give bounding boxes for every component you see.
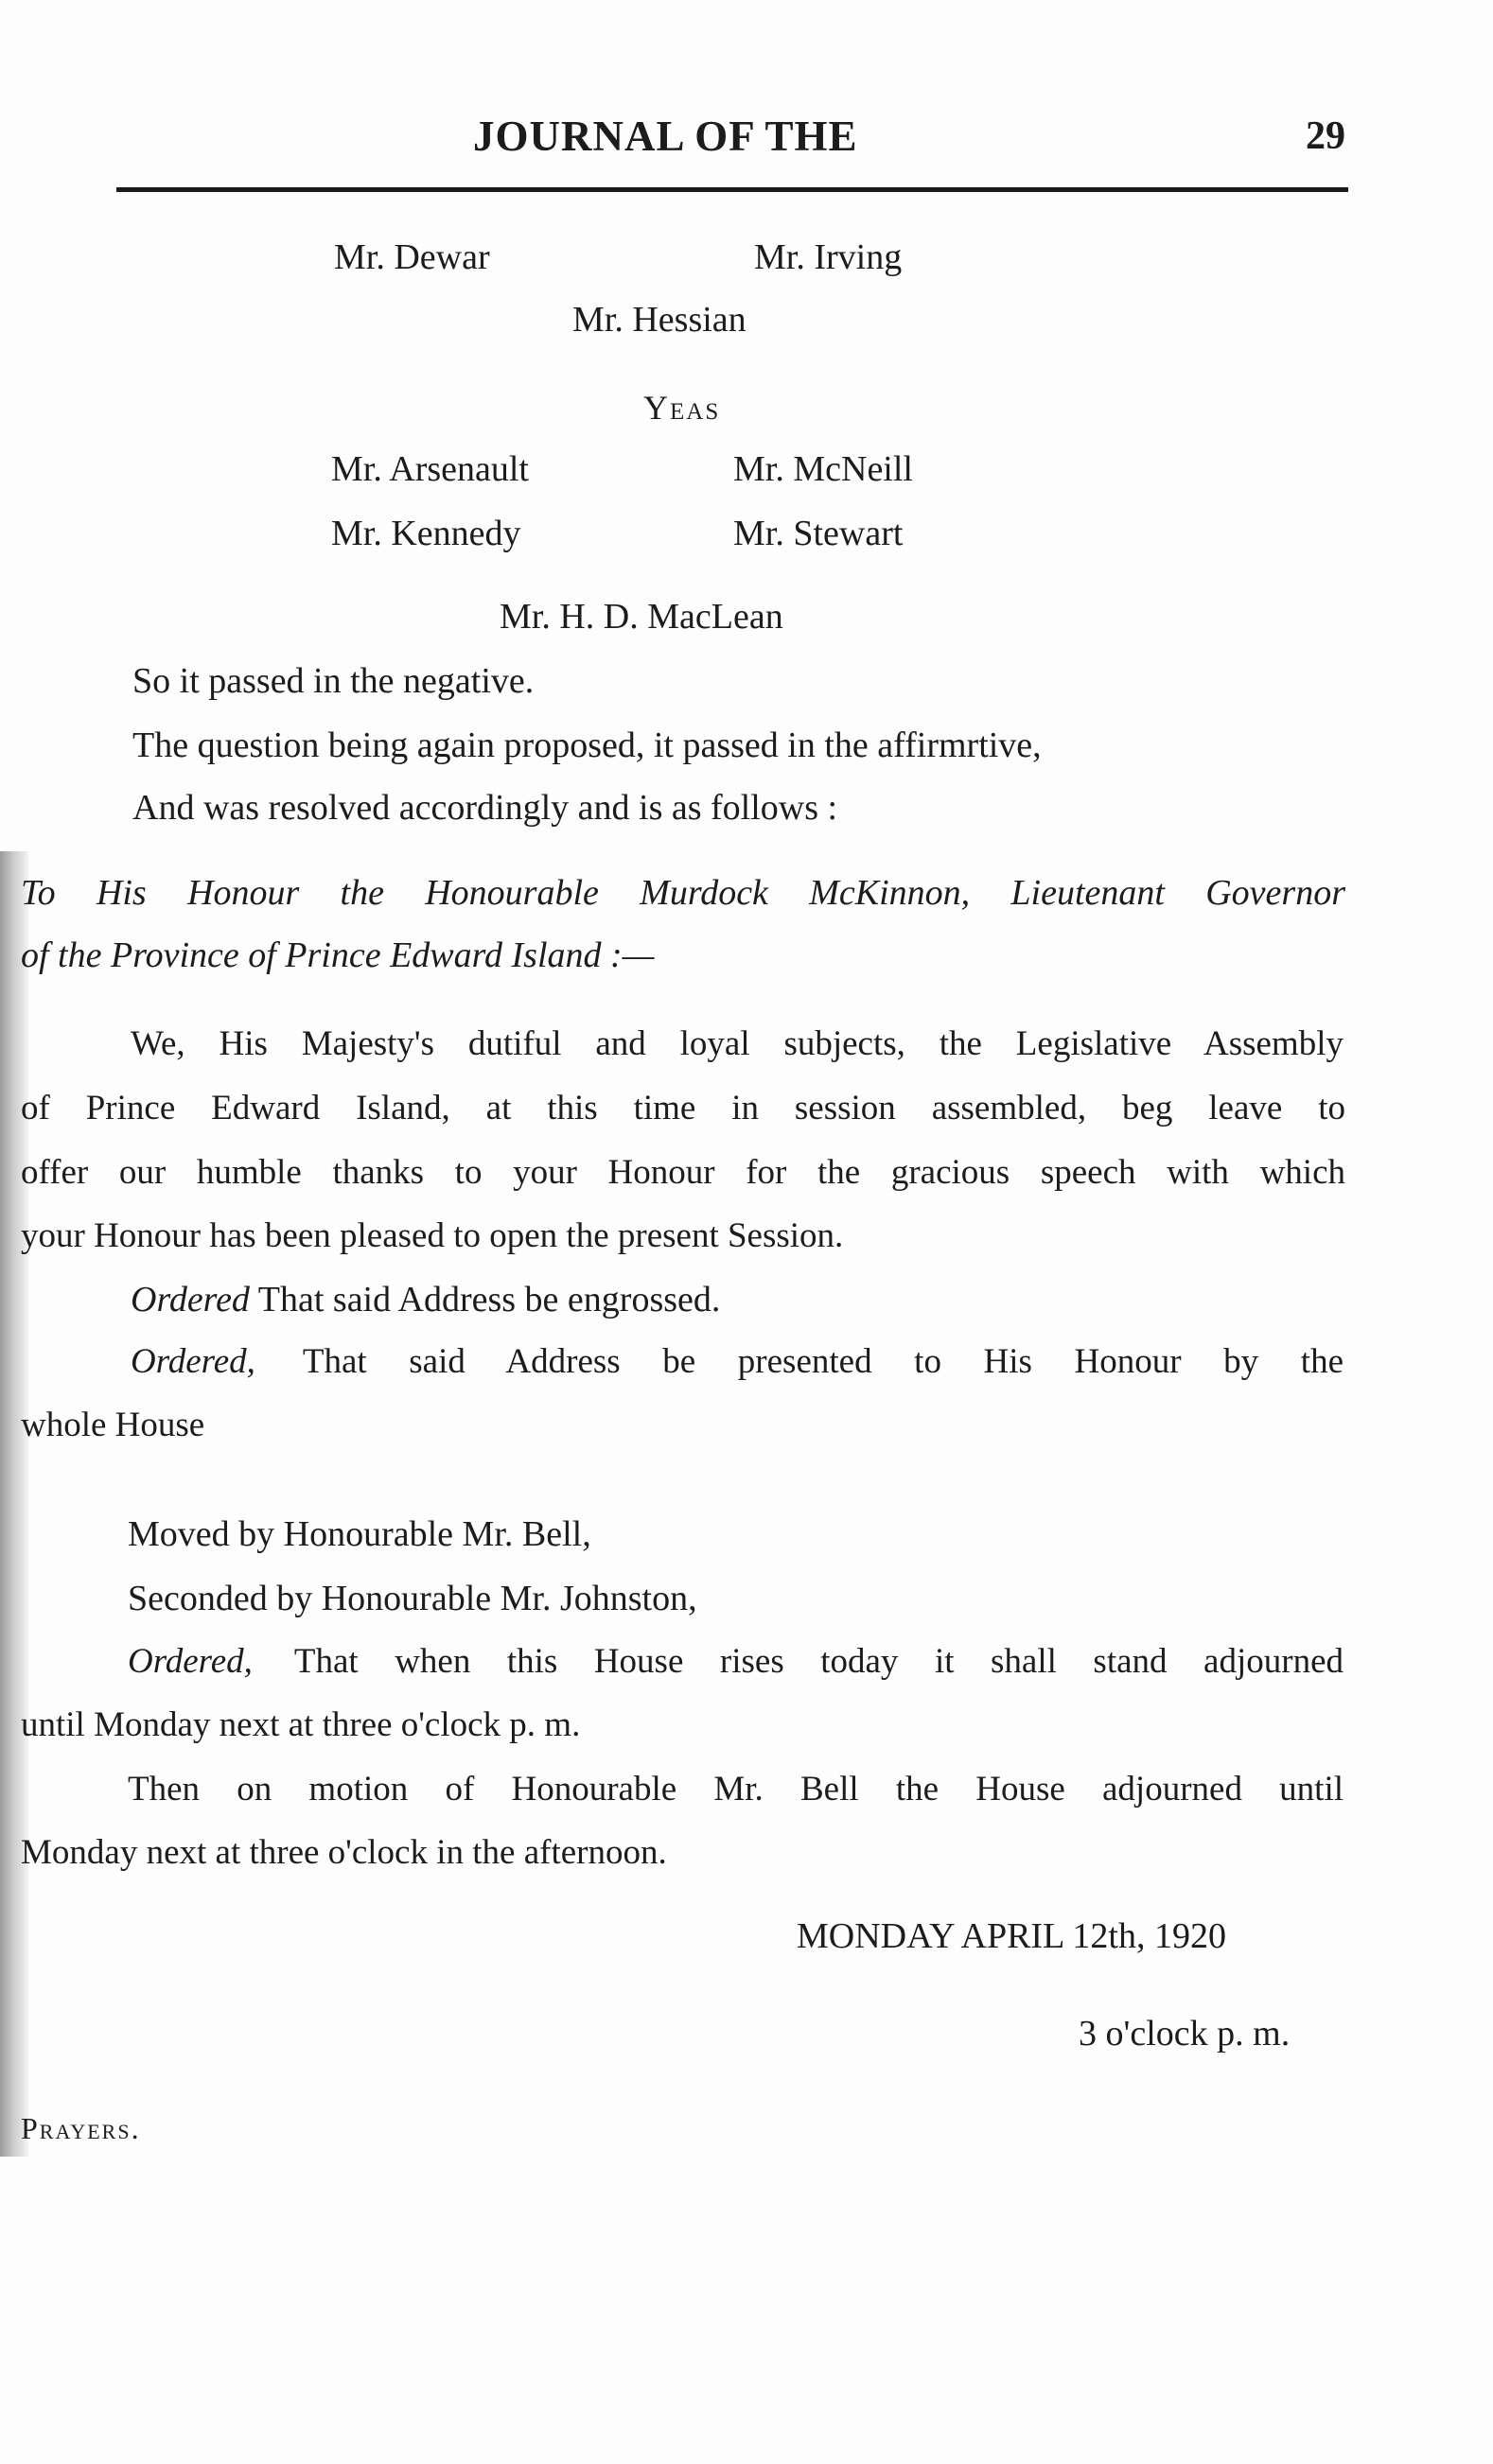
- moved-by-line: Moved by Honourable Mr. Bell,: [128, 1514, 591, 1554]
- seconded-by-line: Seconded by Honourable Mr. Johnston,: [128, 1579, 697, 1618]
- address-paragraph-line-2: of Prince Edward Island, at this time in session assembled, beg leave to: [21, 1089, 1345, 1127]
- order-presented-continuation: whole House: [21, 1406, 205, 1444]
- order-presented: [131, 1341, 1344, 1382]
- order-text: That said Address be presented to His Honour by the: [302, 1342, 1344, 1381]
- address-paragraph-line-3: offer our humble thanks to your Honour for the gracious speech with which: [21, 1153, 1345, 1192]
- yeas-name-maclean: Mr. H. D. MacLean: [500, 597, 783, 637]
- nays-name-dewar: Mr. Dewar: [334, 237, 490, 277]
- address-salutation-line-1: To His Honour the Honourable Murdock McKinnon, Lieutenant Governor: [21, 873, 1345, 913]
- yeas-name-mcneill: Mr. McNeill: [733, 449, 913, 489]
- order-label: Ordered,: [128, 1642, 253, 1681]
- then-on-motion-line-2: Monday next at three o'clock in the afternoon.: [21, 1833, 667, 1872]
- address-paragraph-line-4: your Honour has been pleased to open the present Session.: [21, 1216, 844, 1255]
- order-label: Ordered,: [131, 1342, 255, 1381]
- address-salutation-line-2: of the Province of Prince Edward Island :—: [21, 935, 655, 975]
- resolved-line: And was resolved accordingly and is as follows :: [132, 788, 838, 828]
- address-paragraph-line-1: We, His Majesty's dutiful and loyal subjects, the Legislative Assembly: [131, 1024, 1344, 1063]
- yeas-heading: Yeas: [643, 389, 721, 427]
- nays-name-irving: Mr. Irving: [754, 237, 903, 277]
- yeas-name-kennedy: Mr. Kennedy: [331, 514, 521, 553]
- order-text: That said Address be engrossed.: [257, 1280, 721, 1319]
- then-on-motion-line-1: Then on motion of Honourable Mr. Bell the House adjourned until: [128, 1770, 1344, 1809]
- binding-shadow: [0, 851, 28, 2157]
- order-engrossed: [131, 1279, 720, 1320]
- yeas-name-arsenault: Mr. Arsenault: [331, 449, 529, 489]
- running-head: JOURNAL OF THE: [473, 113, 858, 160]
- yeas-name-stewart: Mr. Stewart: [733, 514, 904, 553]
- prayers-heading: Prayers.: [21, 2111, 141, 2145]
- page-number: 29: [1306, 114, 1345, 158]
- nays-name-hessian: Mr. Hessian: [572, 300, 746, 340]
- order-adjourned-continuation: until Monday next at three o'clock p. m.: [21, 1705, 581, 1744]
- order-text: That when this House rises today it shall stand adjourned: [293, 1642, 1344, 1681]
- order-adjourned: [128, 1641, 1344, 1682]
- session-time: 3 o'clock p. m.: [1079, 2014, 1291, 2053]
- header-rule: [116, 187, 1348, 192]
- session-date: MONDAY APRIL 12th, 1920: [797, 1916, 1226, 1956]
- order-label: Ordered: [131, 1280, 250, 1319]
- passed-negative-line: So it passed in the negative.: [132, 661, 535, 701]
- question-again-line: The question being again proposed, it passed in the affirmrtive,: [132, 725, 1042, 765]
